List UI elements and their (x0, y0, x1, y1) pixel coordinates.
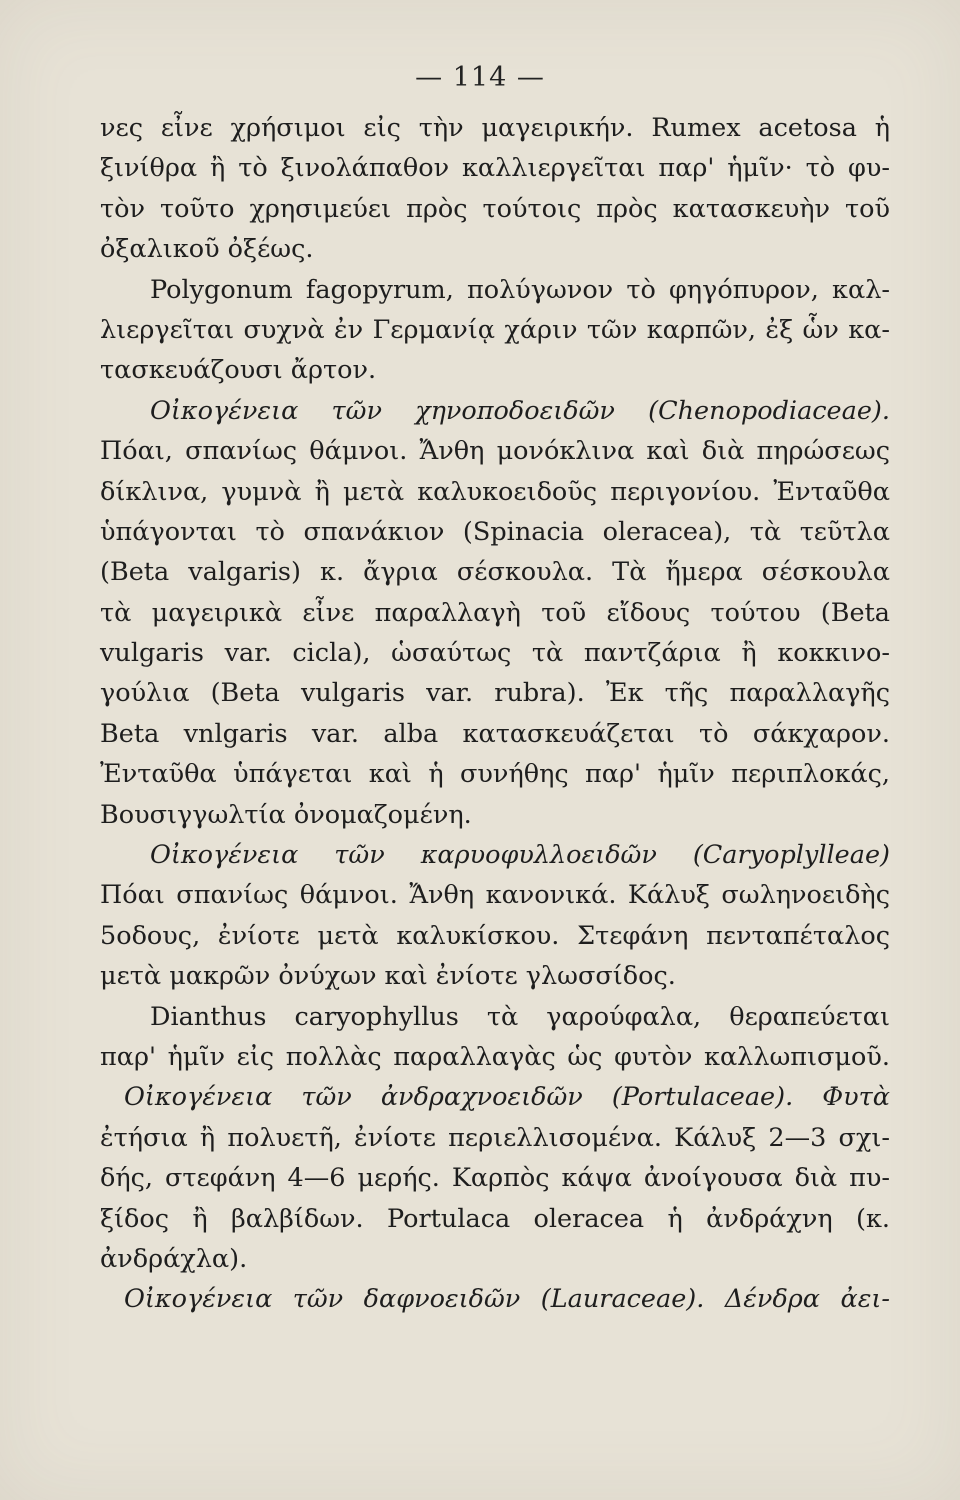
page-number: — 114 — (415, 62, 545, 93)
text-line: (Beta valgaris) κ. ἄγρια σέσκουλα. Τὰ ἥμερα σέσκουλα (100, 557, 890, 588)
text-line: ξινίθρα ἢ τὸ ξινολάπαθον καλλιεργεῖται παρ' ἡμῖν· τὸ φυ- (100, 153, 890, 184)
text-line: 5οδους, ἐνίοτε μετὰ καλυκίσκου. Στεφάνη πενταπέταλος (100, 920, 890, 951)
text-line: Beta vnlgaris var. alba κατασκευάζεται τὸ σάκχαρον. (100, 718, 890, 749)
text-line: μετὰ μακρῶν ὀνύχων καὶ ἐνίοτε γλωσσίδος. (100, 961, 676, 992)
section-heading-caryophylleae: Οἰκογένεια τῶν καρυοφυλλοειδῶν (Caryoplylleae) (150, 840, 890, 871)
page-body-text (100, 108, 890, 1320)
text-line: τασκευάζουσι ἄρτον. (100, 355, 377, 386)
text-line: ἀνδράχλα). (100, 1243, 248, 1274)
text-line: Polygonum fagopyrum, πολύγωνον τὸ φηγόπυρον, καλ- (150, 274, 890, 305)
text-line: Βουσιγγωλτία ὀνομαζομένη. (100, 799, 472, 830)
text-line: δίκλινα, γυμνὰ ἢ μετὰ καλυκοειδοῦς περιγονίου. Ἐνταῦθα (100, 476, 890, 507)
text-line: Dianthus caryophyllus τὰ γαρούφαλα, θεραπεύεται (150, 1001, 890, 1032)
text-line: νες εἶνε χρήσιμοι εἰς τὴν μαγειρικήν. Rumex acetosa ἡ (100, 113, 890, 143)
text-line: ὑπάγονται τὸ σπανάκιον (Spinacia oleracea), τὰ τεῦτλα (100, 516, 890, 547)
text-line: Πόαι, σπανίως θάμνοι. Ἄνθη μονόκλινα καὶ διὰ πηρώσεως (100, 436, 890, 467)
section-heading-portulaceae: Οἰκογένεια τῶν ἀνδραχνοειδῶν (Portulaceae). Φυτὰ (124, 1082, 890, 1113)
text-line: γούλια (Beta vulgaris var. rubra). Ἐκ τῆς παραλλαγῆς (100, 678, 890, 709)
text-line: παρ' ἡμῖν εἰς πολλὰς παραλλαγὰς ὡς φυτὸν καλλωπισμοῦ. (100, 1041, 890, 1072)
text-line: τὸν τοῦτο χρησιμεύει πρὸς τούτοις πρὸς κατασκευὴν τοῦ (100, 193, 890, 224)
text-line: ὀξαλικοῦ ὀξέως. (100, 234, 314, 265)
text-line: Πόαι σπανίως θάμνοι. Ἄνθη κανονικά. Κάλυξ σωληνοειδὴς (100, 880, 890, 911)
text-line: δής, στεφάνη 4—6 μερής. Καρπὸς κάψα ἀνοίγουσα διὰ πυ- (100, 1163, 890, 1194)
section-heading-lauraceae: Οἰκογένεια τῶν δαφνοειδῶν (Lauraceae). Δένδρα ἀει- (124, 1284, 890, 1315)
text-line: ξίδος ἢ βαλβίδων. Portulaca oleracea ἡ ἀνδράχνη (κ. (100, 1203, 890, 1234)
text-line: ἐτήσια ἢ πολυετῆ, ἐνίοτε περιελλισομένα. Κάλυξ 2—3 σχι- (100, 1122, 890, 1153)
text-line: τὰ μαγειρικὰ εἶνε παραλλαγὴ τοῦ εἴδους τούτου (Beta (100, 597, 890, 628)
text-line: Ἐνταῦθα ὑπάγεται καὶ ἡ συνήθης παρ' ἡμῖν περιπλοκάς, (100, 759, 890, 790)
text-line: λιεργεῖται συχνὰ ἐν Γερμανίᾳ χάριν τῶν καρπῶν, ἐξ ὧν κα- (100, 314, 890, 345)
text-line: vulgaris var. cicla), ὡσαύτως τὰ παντζάρια ἢ κοκκινο- (100, 638, 890, 669)
section-heading-chenopodiaceae: Οἰκογένεια τῶν χηνοποδοειδῶν (Chenopodiaceae). (150, 395, 890, 426)
